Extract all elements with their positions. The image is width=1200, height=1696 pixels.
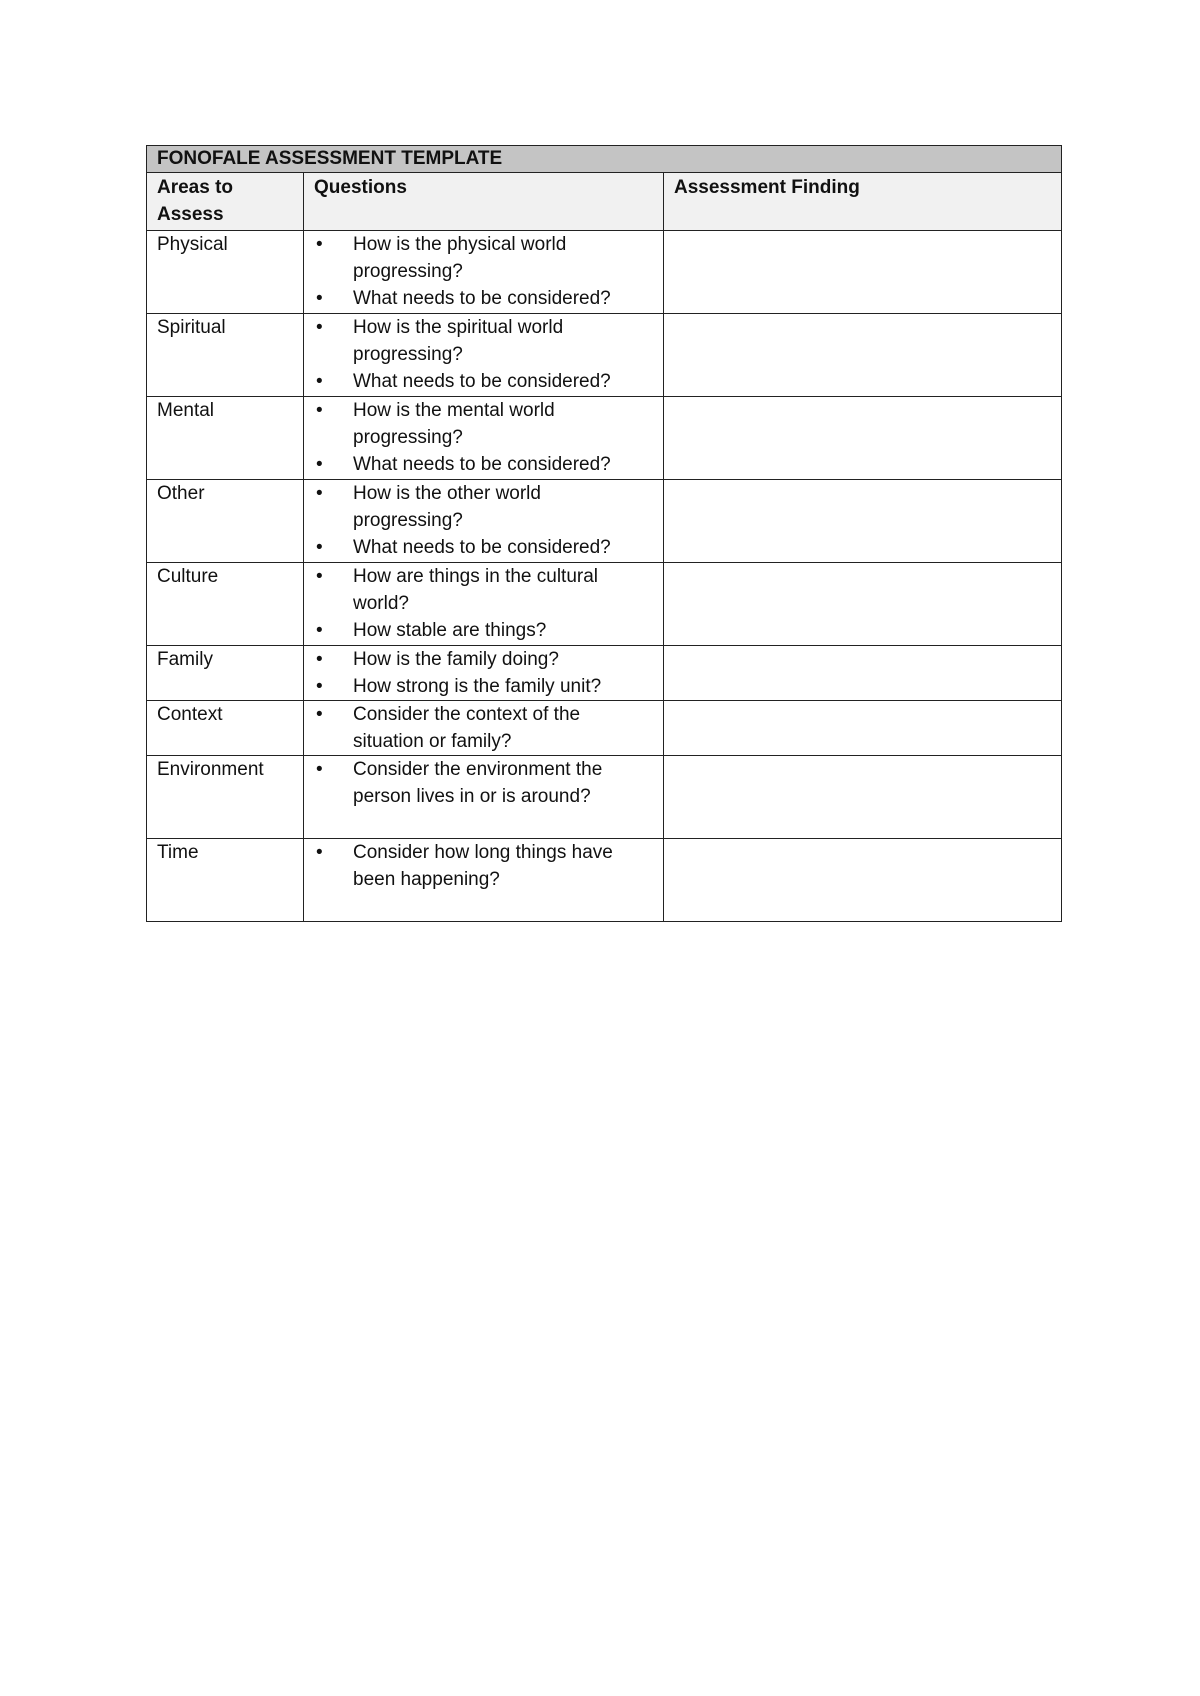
table-row xyxy=(147,563,1062,646)
finding-cell[interactable] xyxy=(664,701,1062,756)
table-title: FONOFALE ASSESSMENT TEMPLATE xyxy=(147,146,1062,173)
finding-cell[interactable] xyxy=(664,756,1062,839)
area-cell: Time xyxy=(147,839,304,922)
table-row xyxy=(147,839,1062,922)
questions-cell xyxy=(304,701,664,756)
question-list xyxy=(314,563,653,644)
finding-cell[interactable] xyxy=(664,397,1062,480)
questions-cell xyxy=(304,839,664,922)
question-item: • How is the family doing? xyxy=(314,646,653,673)
table-row xyxy=(147,231,1062,314)
questions-cell xyxy=(304,480,664,563)
question-item: • How is the physical world progressing? xyxy=(314,231,653,285)
question-item: • Consider how long things have been happening? xyxy=(314,839,653,893)
table-row xyxy=(147,646,1062,701)
question-list xyxy=(314,397,653,478)
header-finding: Assessment Finding xyxy=(664,173,1062,231)
question-item: • How strong is the family unit? xyxy=(314,673,653,700)
table-row xyxy=(147,314,1062,397)
questions-cell xyxy=(304,756,664,839)
table-row xyxy=(147,701,1062,756)
question-item: • Consider the context of the situation or family? xyxy=(314,701,653,755)
area-cell: Spiritual xyxy=(147,314,304,397)
area-cell: Culture xyxy=(147,563,304,646)
question-item: • Consider the environment the person lives in or is around? xyxy=(314,756,653,810)
question-list xyxy=(314,701,653,755)
finding-cell[interactable] xyxy=(664,563,1062,646)
question-list xyxy=(314,756,653,810)
question-item: • How stable are things? xyxy=(314,617,653,644)
table-row xyxy=(147,397,1062,480)
area-cell: Family xyxy=(147,646,304,701)
area-cell: Physical xyxy=(147,231,304,314)
area-cell: Mental xyxy=(147,397,304,480)
area-cell: Context xyxy=(147,701,304,756)
question-list xyxy=(314,314,653,395)
finding-cell[interactable] xyxy=(664,231,1062,314)
question-item: • What needs to be considered? xyxy=(314,285,653,312)
question-item: • How is the other world progressing? xyxy=(314,480,653,534)
finding-cell[interactable] xyxy=(664,839,1062,922)
question-list xyxy=(314,231,653,312)
header-questions: Questions xyxy=(304,173,664,231)
area-cell: Other xyxy=(147,480,304,563)
assessment-table xyxy=(146,145,1062,922)
questions-cell xyxy=(304,314,664,397)
table-row xyxy=(147,756,1062,839)
questions-cell xyxy=(304,563,664,646)
question-item: • What needs to be considered? xyxy=(314,451,653,478)
question-item: • What needs to be considered? xyxy=(314,534,653,561)
questions-cell xyxy=(304,646,664,701)
question-item: • How are things in the cultural world? xyxy=(314,563,653,617)
table-row xyxy=(147,480,1062,563)
table-title-row xyxy=(147,146,1062,173)
finding-cell[interactable] xyxy=(664,480,1062,563)
area-cell: Environment xyxy=(147,756,304,839)
questions-cell xyxy=(304,397,664,480)
question-item: • How is the mental world progressing? xyxy=(314,397,653,451)
question-list xyxy=(314,646,653,700)
finding-cell[interactable] xyxy=(664,646,1062,701)
question-item: • How is the spiritual world progressing? xyxy=(314,314,653,368)
questions-cell xyxy=(304,231,664,314)
table-header-row xyxy=(147,173,1062,231)
question-item: • What needs to be considered? xyxy=(314,368,653,395)
finding-cell[interactable] xyxy=(664,314,1062,397)
header-areas: Areas to Assess xyxy=(147,173,304,231)
question-list xyxy=(314,839,653,893)
question-list xyxy=(314,480,653,561)
